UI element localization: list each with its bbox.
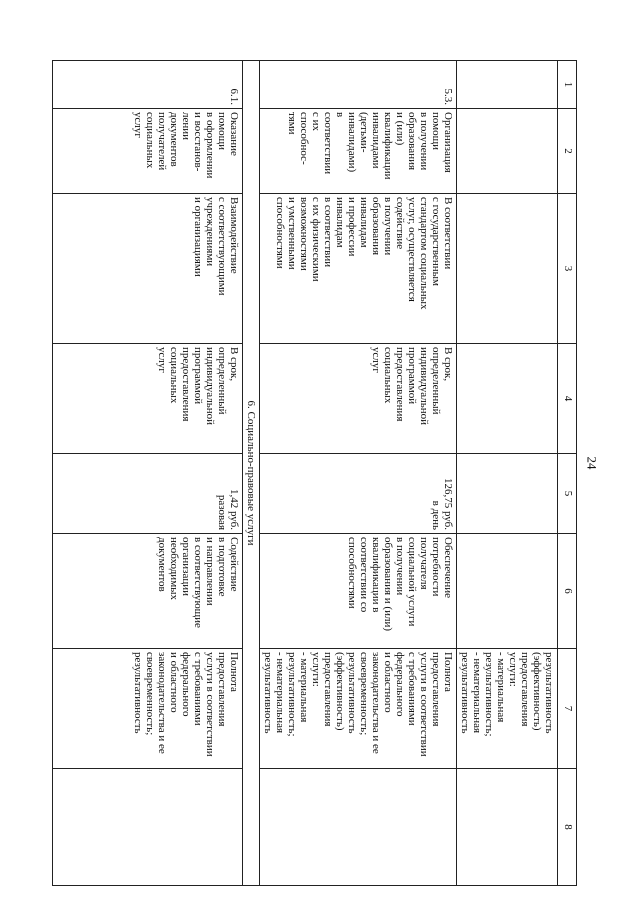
cell-service-description: Взаимодействие с соответствующими учреждениями и организациями	[53, 194, 243, 344]
cell-empty	[457, 534, 558, 649]
cell-service-term: В срок, определенный индивидуальной программой предоставления социальных услуг	[53, 344, 243, 454]
col-header-1: 1	[558, 61, 577, 109]
cell-service-term: В срок, определенный индивидуальной программой предоставления социальных услуг	[260, 344, 457, 454]
col-header-2: 2	[558, 109, 577, 194]
cell-service-name: Организация помощи в получении образования и (или) квалификации инвалидами (детьми- инвалидами) в соответствии с их способнос- тями	[260, 109, 457, 194]
cell-row-number: 6.1.	[53, 61, 243, 109]
col-header-7: 7	[558, 649, 577, 769]
cell-service-result: Содействие в подготовке и направлении в соответствующие организации необходимых документов	[53, 534, 243, 649]
table-row-6-1	[53, 61, 243, 886]
cell-service-result: Обеспечение потребности получателя социальной услуги в получении образования и (или) квалификации в соответствии со способностями	[260, 534, 457, 649]
col-header-3: 3	[558, 194, 577, 344]
table-row-continuation	[457, 61, 558, 886]
col-header-4: 4	[558, 344, 577, 454]
section-title: 6. Социально-правовые услуги	[243, 61, 260, 886]
section-header-row	[243, 61, 260, 886]
cell-empty	[457, 61, 558, 109]
cell-empty	[457, 454, 558, 534]
cell-service-quality: Полнота предоставления услуги в соответствии с требованиями федерального и областного законодательства и ее своевременность; результативность (эффективность) предоставления услуги: - материальная результативность; - нематериальная результативность	[260, 649, 457, 769]
cell-service-description: В соответствии с государственным стандартом социальных услуг, осуществляется содействие в получении образования инвалидам и профессии инвалидам в соответствии с их физическими возможностями и умственными способностями	[260, 194, 457, 344]
cell-empty	[53, 769, 243, 886]
header-row	[558, 61, 577, 886]
col-header-5: 5	[558, 454, 577, 534]
cell-empty	[457, 109, 558, 194]
cell-empty	[457, 194, 558, 344]
cell-empty	[260, 769, 457, 886]
page-number: 24	[584, 456, 600, 470]
cell-service-price: 126,75 руб. в день	[260, 454, 457, 534]
cell-service-name: Оказание помощи в оформлении и восстанов- лении документов получателей социальных услуг	[53, 109, 243, 194]
cell-empty	[457, 344, 558, 454]
cell-service-price: 1,42 руб. разовая	[53, 454, 243, 534]
table-row-5-3	[260, 61, 457, 886]
col-header-6: 6	[558, 534, 577, 649]
cell-empty	[457, 769, 558, 886]
rotated-table-container	[52, 60, 577, 885]
cell-service-quality: Полнота предоставления услуги в соответствии с требованиями федерального и областного законодательства и ее своевременность; результативность	[53, 649, 243, 769]
col-header-8: 8	[558, 769, 577, 886]
cell-quality: результативность (эффективность) предоставления услуги: - материальная результативность; - нематериальная результативность	[457, 649, 558, 769]
cell-row-number: 5.3.	[260, 61, 457, 109]
services-table	[52, 60, 577, 886]
